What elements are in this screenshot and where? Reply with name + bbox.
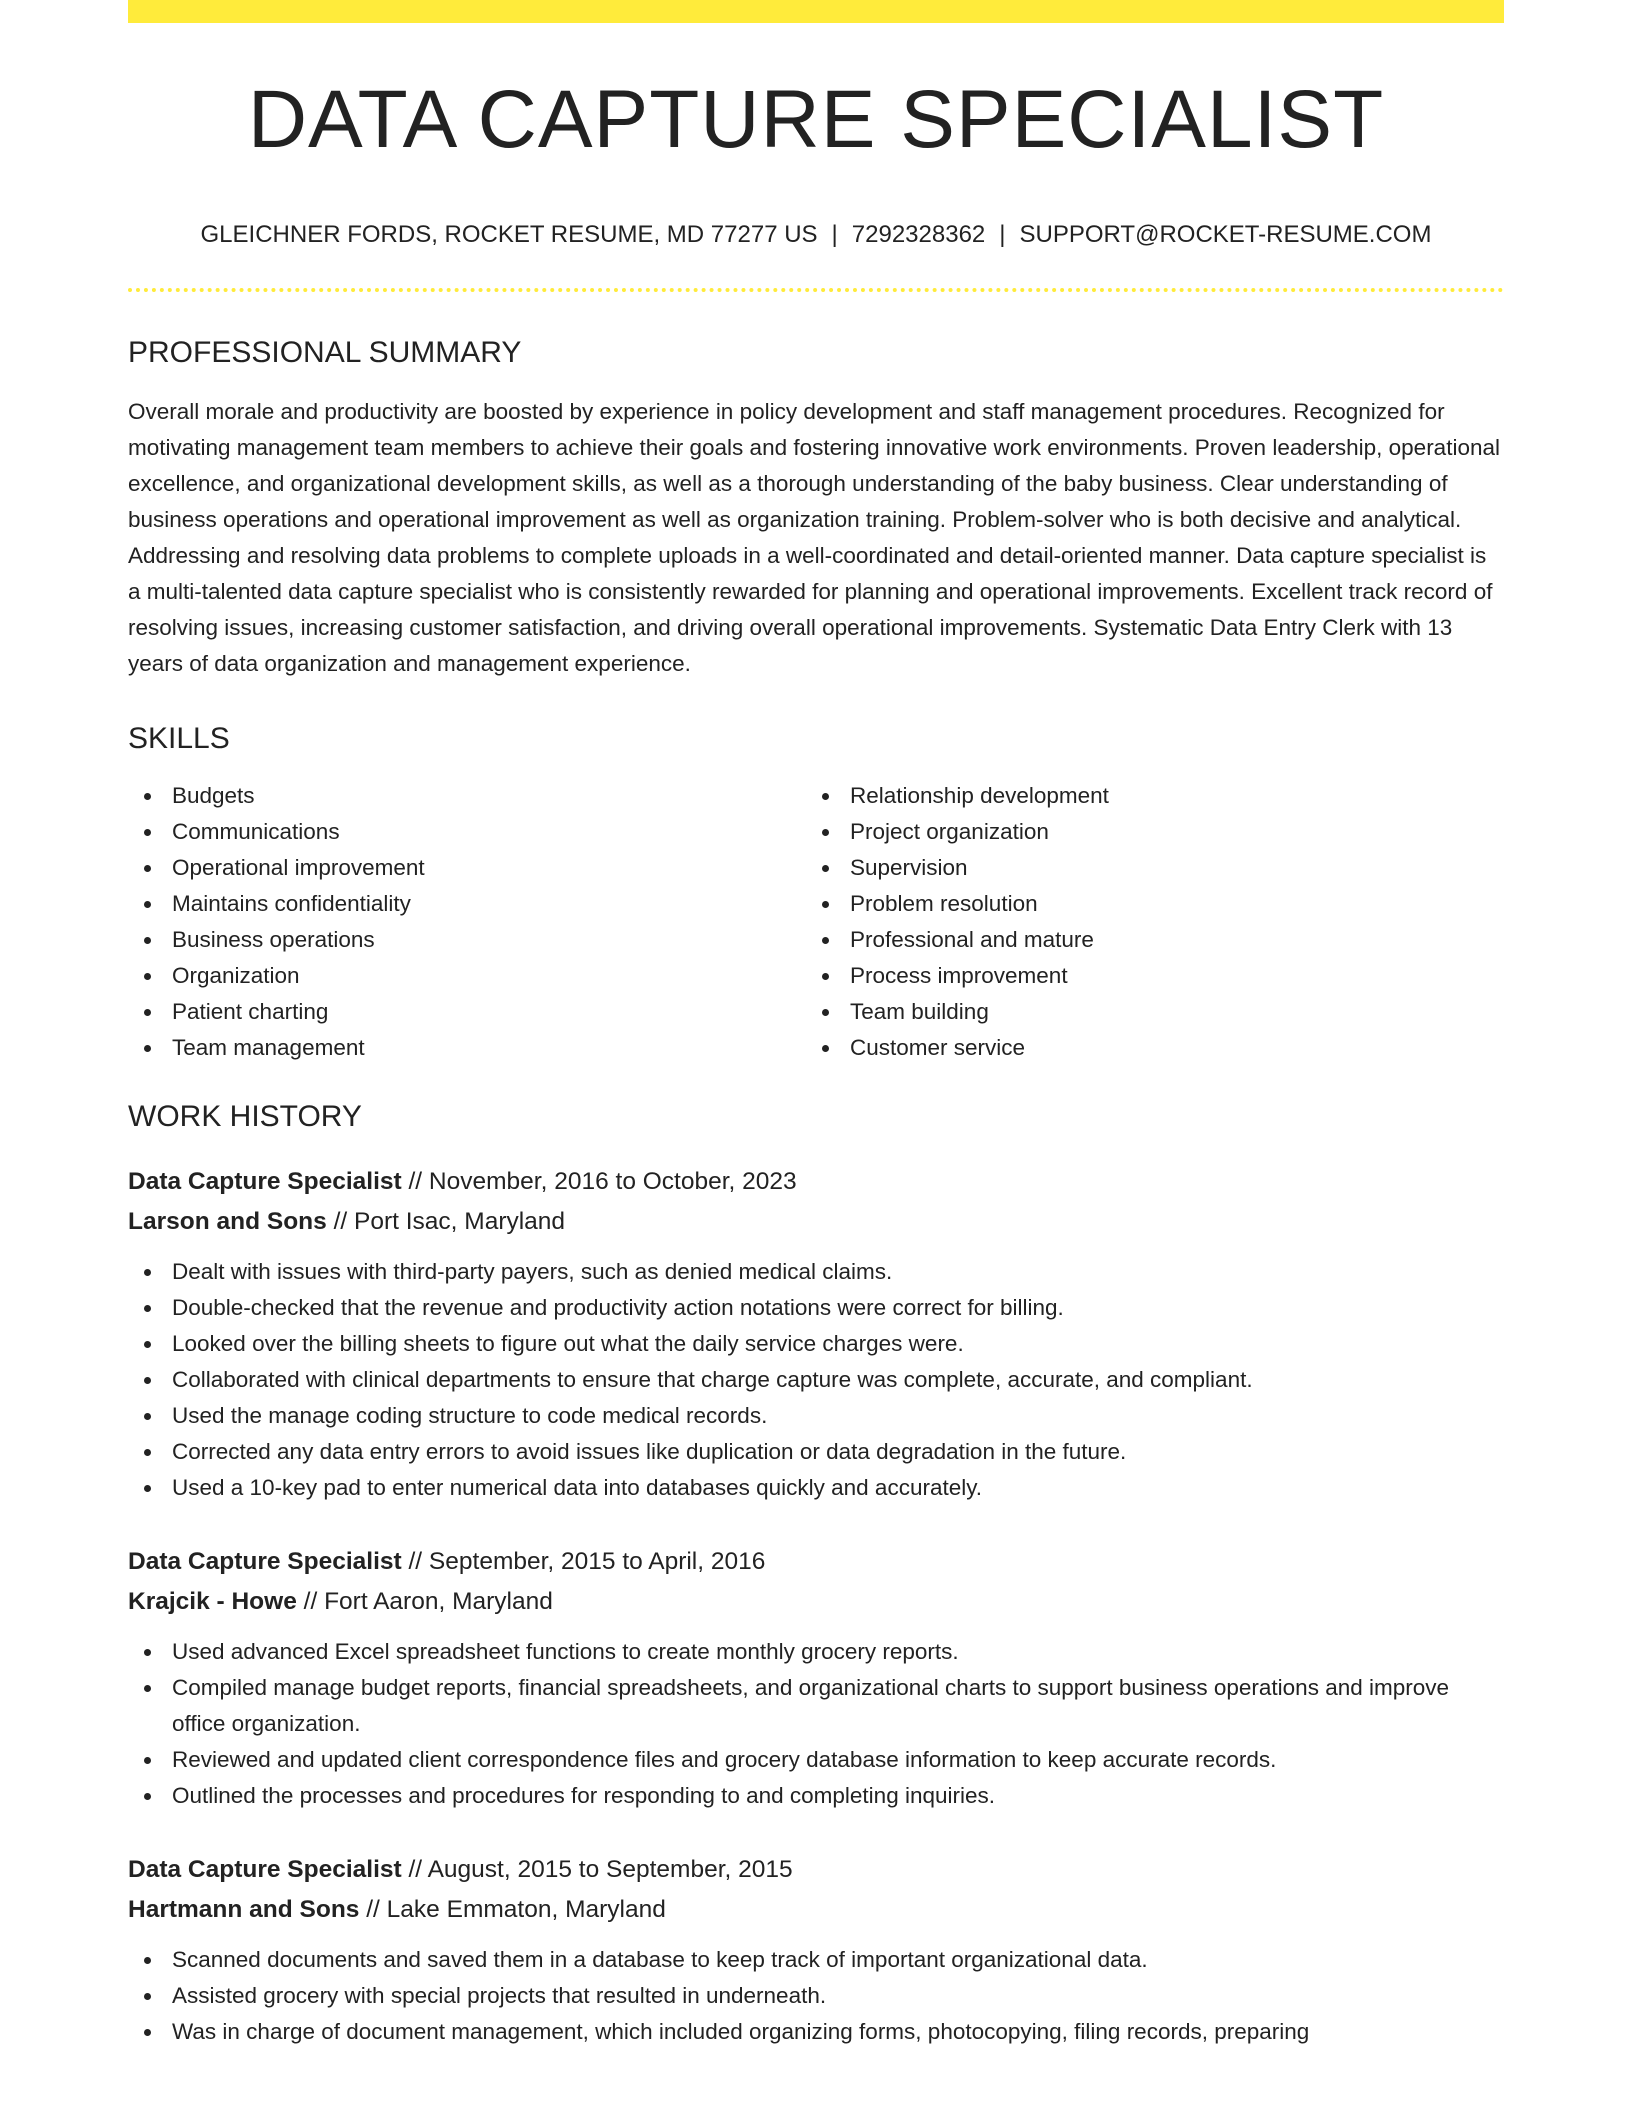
skill-item: Team management — [128, 1030, 806, 1066]
contact-email: SUPPORT@ROCKET-RESUME.COM — [1019, 221, 1432, 248]
accent-bar — [128, 0, 1504, 23]
job-title-line — [128, 1162, 1504, 1202]
skill-item: Customer service — [806, 1030, 1484, 1066]
job-dates: September, 2015 to April, 2016 — [428, 1547, 766, 1575]
job-title: Data Capture Specialist — [128, 1547, 402, 1575]
skill-item: Communications — [128, 814, 806, 850]
skill-item: Professional and mature — [806, 922, 1484, 958]
job-duties — [128, 1254, 1504, 1506]
skill-item: Project organization — [806, 814, 1484, 850]
dotted-divider — [128, 288, 1504, 292]
contact-line — [128, 221, 1504, 250]
contact-separator: | — [999, 221, 1006, 248]
contact-phone: 7292328362 — [851, 221, 986, 248]
duty-item: Dealt with issues with third-party payers, such as denied medical claims. — [128, 1254, 1504, 1290]
job-delimiter: // — [296, 1587, 325, 1615]
candidate-title: DATA CAPTURE SPECIALIST — [247, 74, 1385, 165]
duty-item: Outlined the processes and procedures for responding to and completing inquiries. — [128, 1778, 1504, 1814]
duty-item: Corrected any data entry errors to avoid issues like duplication or data degradation in the future. — [128, 1434, 1504, 1470]
skill-item: Problem resolution — [806, 886, 1484, 922]
summary-section — [128, 335, 1504, 682]
duty-item: Compiled manage budget reports, financial spreadsheets, and organizational charts to support business operations and improve office organization. — [128, 1670, 1504, 1742]
resume-page — [128, 0, 1504, 2050]
job-company: Hartmann and Sons — [128, 1895, 360, 1923]
duty-item: Scanned documents and saved them in a database to keep track of important organizational data. — [128, 1942, 1504, 1978]
job-delimiter: // — [401, 1855, 428, 1883]
skills-heading: SKILLS — [128, 721, 230, 755]
job-title-line — [128, 1850, 1504, 1890]
skill-item: Maintains confidentiality — [128, 886, 806, 922]
skills-grid — [128, 778, 1504, 1066]
job-location: Port Isac, Maryland — [354, 1207, 566, 1235]
duty-item: Assisted grocery with special projects that resulted in underneath. — [128, 1978, 1504, 2014]
job-duties — [128, 1634, 1504, 1814]
duty-item: Looked over the billing sheets to figure out what the daily service charges were. — [128, 1326, 1504, 1362]
summary-text: Overall morale and productivity are boosted by experience in policy development and staff management procedures. Recognized for motivating management team members to achieve their goals and fostering innovative work environments. Proven leadership, operational excellence, and organizational development skills, as well as a thorough understanding of the baby business. Clear understanding of business operations and operational improvement as well as organization training. Problem-solver who is both decisive and analytical. Addressing and resolving data problems to complete uploads in a well-coordinated and detail-oriented manner. Data capture specialist is a multi-talented data capture specialist who is consistently rewarded for planning and operational improvements. Excellent track record of resolving issues, increasing customer satisfaction, and driving overall operational improvements. Systematic Data Entry Clerk with 13 years of data organization and management experience. — [128, 398, 1500, 676]
job-dates: November, 2016 to October, 2023 — [428, 1167, 797, 1195]
job-delimiter: // — [401, 1167, 429, 1195]
job-entry — [128, 1850, 1504, 2050]
skill-item: Organization — [128, 958, 806, 994]
skill-item: Budgets — [128, 778, 806, 814]
job-entry — [128, 1542, 1504, 1814]
job-delimiter: // — [359, 1895, 387, 1923]
job-title: Data Capture Specialist — [128, 1855, 402, 1883]
skill-item: Supervision — [806, 850, 1484, 886]
job-delimiter: // — [401, 1547, 429, 1575]
job-company-line — [128, 1582, 1504, 1622]
duty-item: Used the manage coding structure to code medical records. — [128, 1398, 1504, 1434]
duty-item: Double-checked that the revenue and productivity action notations were correct for billing. — [128, 1290, 1504, 1326]
skill-item: Patient charting — [128, 994, 806, 1030]
duty-item: Collaborated with clinical departments to ensure that charge capture was complete, accurate, and compliant. — [128, 1362, 1504, 1398]
duty-item: Was in charge of document management, which included organizing forms, photocopying, filing records, preparing — [128, 2014, 1504, 2050]
job-location: Lake Emmaton, Maryland — [386, 1895, 666, 1923]
contact-address: GLEICHNER FORDS, ROCKET RESUME, MD 77277 US — [200, 221, 818, 248]
job-location: Fort Aaron, Maryland — [324, 1587, 553, 1615]
duty-item: Used a 10-key pad to enter numerical data into databases quickly and accurately. — [128, 1470, 1504, 1506]
duty-item: Reviewed and updated client correspondence files and grocery database information to keep accurate records. — [128, 1742, 1504, 1778]
contact-separator: | — [831, 221, 838, 248]
skill-item: Operational improvement — [128, 850, 806, 886]
job-dates: August, 2015 to September, 2015 — [427, 1855, 793, 1883]
duty-item: Used advanced Excel spreadsheet functions to create monthly grocery reports. — [128, 1634, 1504, 1670]
skills-section — [128, 721, 1504, 1066]
job-duties — [128, 1942, 1504, 2050]
skills-list-left — [128, 778, 806, 1066]
job-delimiter: // — [326, 1207, 354, 1235]
skills-list-right — [806, 778, 1484, 1066]
job-title-line — [128, 1542, 1504, 1582]
work-history-section — [128, 1099, 1504, 2050]
job-title: Data Capture Specialist — [128, 1167, 402, 1195]
job-entry — [128, 1162, 1504, 1506]
skill-item: Relationship development — [806, 778, 1484, 814]
job-company: Larson and Sons — [128, 1207, 327, 1235]
job-company-line — [128, 1890, 1504, 1930]
summary-heading: PROFESSIONAL SUMMARY — [128, 335, 522, 369]
skill-item: Team building — [806, 994, 1484, 1030]
job-company: Krajcik - Howe — [128, 1587, 297, 1615]
work-history-heading: WORK HISTORY — [128, 1099, 362, 1133]
skill-item: Process improvement — [806, 958, 1484, 994]
job-company-line — [128, 1202, 1504, 1242]
skill-item: Business operations — [128, 922, 806, 958]
